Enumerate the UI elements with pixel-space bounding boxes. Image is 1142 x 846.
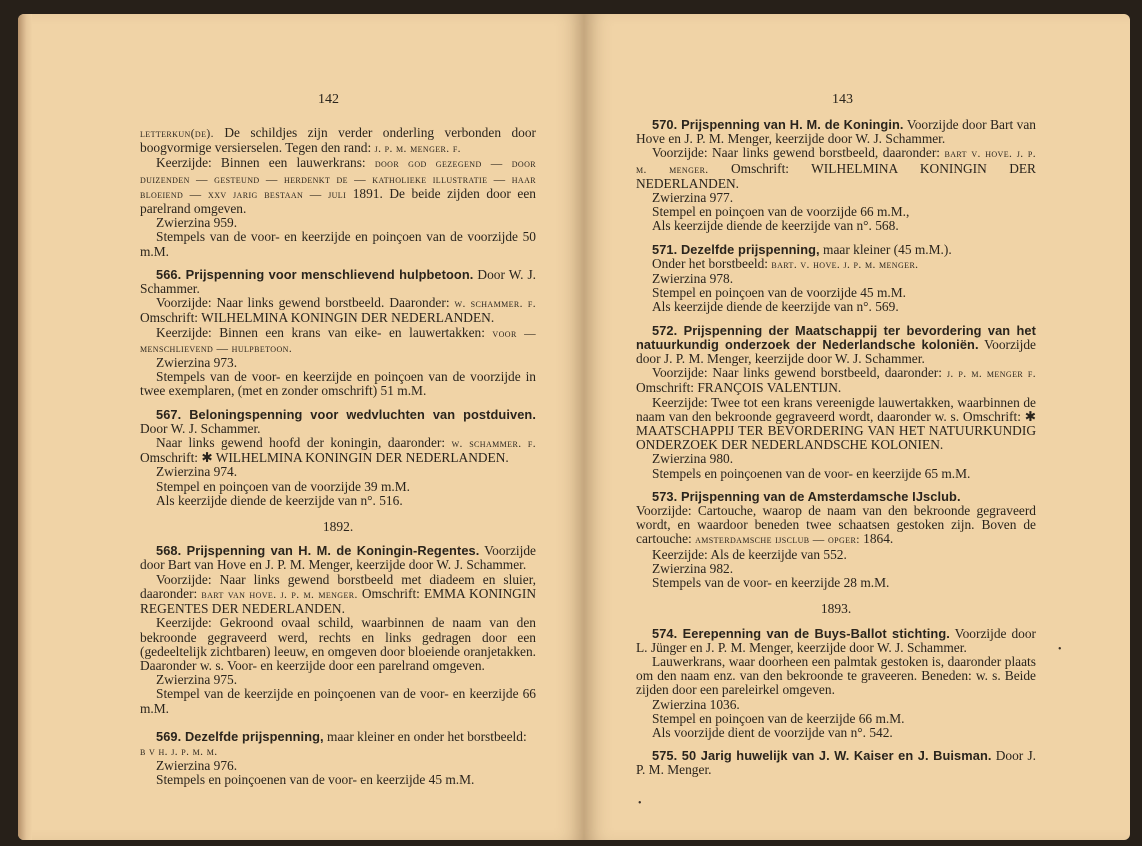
ink-dot: • — [638, 798, 642, 809]
year-heading: 1892. — [322, 519, 354, 535]
entry-title: 575. 50 Jarig huwelijk van J. W. Kaiser en J. Buisman. — [652, 748, 992, 764]
entry-571: 571. Dezelfde prijspenning, maar kleiner (45 m.M.). Onder het borstbeeld: bart. v. hove. j. p. m. menger. Zwierzina 978. Stempel en poinçoen van de voorzijde 45 m.M. Als keerzijde diende de keerzijde van n°. 569. — [652, 241, 952, 315]
right-text — [636, 118, 1036, 787]
entry-568: 568. Prijspenning van H. M. de Koningin-Regentes. Voorzijde door Bart van Hove en J. P. M. Menger, keerzijde door W. J. Schammer. Voorzijde: Naar links gewend borstbeeld met diadeem en sluier, daaronder: bart van hove. j. p. m. menger. Omschrift: EMMA KONINGIN REGENTES DER NEDERLANDEN. Keerzijde: Gekroond ovaal schild, waarbinnen de naam van den bekroonde gegraveerd werd, rechts en links gedragen door een (gedeeltelijk zichtbaren) leeuw, en omgeven door bloeiende oranjetakken. Daaronder w. s. Voor- en keerzijde door een parelrand omgeven. Zwierzina 975. Stempel van de keerzijde en poinçoenen van de voor- en keerzijde 66 m.M. — [140, 543, 536, 716]
entry-title: 567. Beloningspenning voor wedvluchten van postduiven. — [156, 406, 536, 422]
entry-title: 571. Dezelfde prijspenning, — [652, 241, 820, 257]
entry-title: 569. Dezelfde prijspenning, — [156, 728, 324, 744]
entry-title: 573. Prijspenning van de Amsterdamsche IJsclub. — [652, 488, 961, 504]
entry-title: 572. Prijspenning der Maatschappij ter bevordering van het natuurkundig onderzoek der Nederlandsche koloniën. — [636, 322, 1036, 352]
entry-continued: letterkun(de). De schildjes zijn verder onderling verbonden door boogvormige versierselen. Tegen den rand: j. p. m. menger. f. Keerzijde: Binnen een lauwerkrans: door god gezegend — door duizenden — gesteund — herdenkt de — katholieke illustratie — haar bloeiend — xxv jarig bestaan — juli 1891. De beide zijden door een parelrand omgeven. Zwierzina 959. Stempels van de voor- en keerzijde en poinçoen van de voorzijde 50 m.M. — [140, 125, 537, 259]
left-page — [18, 14, 584, 840]
entry-575: 575. 50 Jarig huwelijk van J. W. Kaiser en J. Buisman. Door J. P. M. Menger. — [636, 748, 1036, 778]
book-spread — [18, 14, 1130, 840]
entry-574: 574. Eerepenning van de Buys-Ballot stichting. Voorzijde door L. Jünger en J. P. M. Menger, keerzijde door W. J. Schammer. Lauwerkrans, waar doorheen een palmtak gestoken is, daaronder plaats om den naam enz. van den bekroonde te graveeren. Beneden: w. s. Beide zijden door een pareleirkel omgeven. Zwierzina 1036. Stempel en poinçoen van de keerzijde 66 m.M. Als voorzijde dient de voorzijde van n°. 542. — [636, 625, 1036, 740]
entry-title: 570. Prijspenning van H. M. de Koningin. — [652, 117, 904, 132]
entry-567: 567. Beloningspenning voor wedvluchten van postduiven. Door W. J. Schammer. Naar links gewend hoofd der koningin, daaronder: w. schammer. f. Omschrift: ✱ WILHELMINA KONINGIN DER NEDERLANDEN. Zwierzina 974. Stempel en poinçoen van de voorzijde 39 m.M. Als keerzijde diende de keerzijde van n°. 516. — [140, 406, 536, 508]
entry-title: 574. Eerepenning van de Buys-Ballot stichting. — [652, 625, 950, 641]
page-number: 143 — [832, 92, 853, 107]
entry-572: 572. Prijspenning der Maatschappij ter bevordering van het natuurkundig onderzoek der Nederlandsche koloniën. Voorzijde door J. P. M. Menger, keerzijde door W. J. Schammer. Voorzijde: Naar links gewend borstbeeld, daaronder: j. p. m. menger f. Omschrift: FRANÇOIS VALENTIJN. Keerzijde: Twee tot een krans vereenigde lauwertakken, waarbinnen de naam van den bekroonde gegraveerd wordt, daaronder w. s. Omschrift: ✱ MAATSCHAPPIJ TER BEVORDERING VAN HET NATUURKUNDIG ONDERZOEK DER NEDERLANDSCHE KOLONIEN. Zwierzina 980. Stempels en poinçoenen van de voor- en keerzijde 65 m.M. — [636, 322, 1037, 481]
left-text — [140, 126, 536, 797]
page-number: 142 — [318, 92, 339, 107]
entry-573: 573. Prijspenning van de Amsterdamsche IJsclub. Voorzijde: Cartouche, waarop de naam van den bekroonde gegraveerd wordt, en waardoor beneden twee schaatsen gestoken zijn. Boven de cartouche: amsterdamsche ijsclub — opger: 1864. Keerzijde: Als de keerzijde van 552. Zwierzina 982. Stempels van de voor- en keerzijde 28 m.M. — [636, 488, 1036, 591]
entry-title: 566. Prijspenning voor menschlievend hulpbetoon. — [156, 266, 474, 282]
entry-566: 566. Prijspenning voor menschlievend hulpbetoon. Door W. J. Schammer. Voorzijde: Naar links gewend borstbeeld. Daaronder: w. schammer. f. Omschrift: WILHELMINA KONINGIN DER NEDERLANDEN. Keerzijde: Binnen een krans van eike- en lauwertakken: voor — menschlievend — hulpbetoon. Zwierzina 973. Stempels van de voor- en keerzijde en poinçoen van de voorzijde in twee exemplaren, (met en zonder omschrift) 51 m.M. — [140, 266, 536, 399]
entry-title: 568. Prijspenning van H. M. de Koningin-Regentes. — [156, 543, 480, 559]
year-heading: 1893. — [820, 601, 852, 617]
entry-569: 569. Dezelfde prijspenning, maar kleiner en onder het borstbeeld: b v h. j. p. m. m. Zwierzina 976. Stempels en poinçoenen van de voor- en keerzijde 45 m.M. — [140, 728, 527, 788]
right-page — [584, 14, 1130, 840]
entry-570: 570. Prijspenning van H. M. de Koningin. Voorzijde door Bart van Hove en J. P. M. Menger, keerzijde door W. J. Schammer. Voorzijde: Naar links gewend borstbeeld, daaronder: bart v. hove. j. p. m. menger. Omschrift: WILHELMINA KONINGIN DER NEDERLANDEN. Zwierzina 977. Stempel en poinçoen van de voorzijde 66 m.M., Als keerzijde diende de keerzijde van n°. 568. — [636, 117, 1037, 234]
page-edge — [18, 14, 32, 840]
margin-mark: • — [1058, 644, 1062, 655]
